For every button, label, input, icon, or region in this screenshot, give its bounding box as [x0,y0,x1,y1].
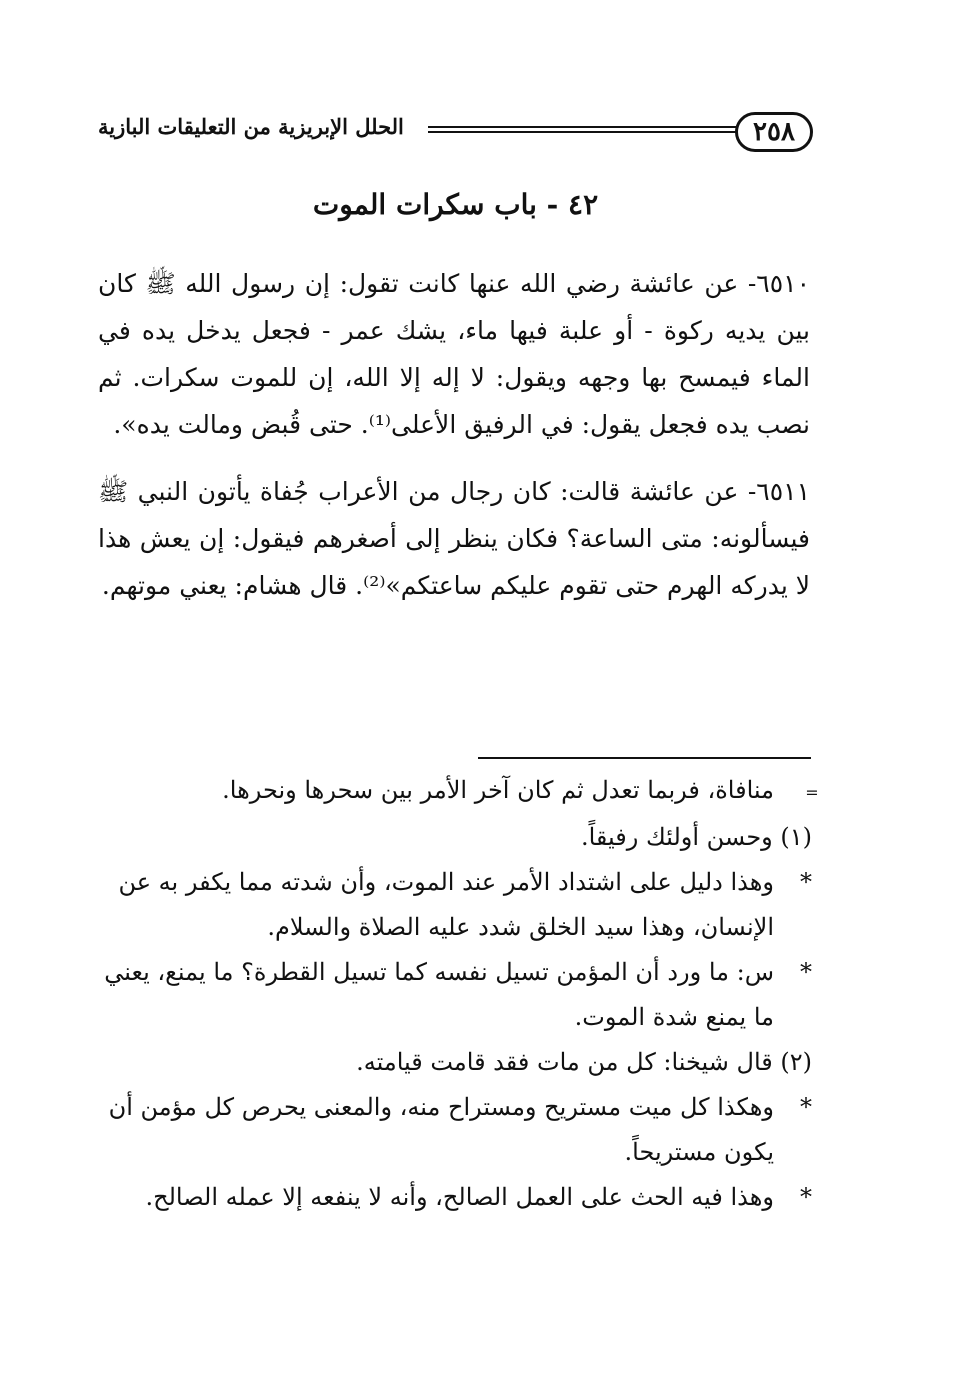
chapter-title: ٤٢ - باب سكرات الموت [312,188,599,221]
asterisk-icon: * [800,868,812,896]
page-header [98,112,813,156]
footnote-note [100,860,812,950]
footnote-continuation [100,768,819,815]
footnote-separator [478,757,811,759]
footnote-text: س: ما ورد أن المؤمن تسيل نفسه كما تسيل القطرة؟ ما يمنع، يعني ما يمنع شدة الموت. [104,958,774,1031]
page-number: ٢٥٨ [735,112,813,152]
footnote-text: (١) وحسن أولئك رفيقاً. [580,823,812,851]
footnote-note [100,1175,812,1220]
asterisk-icon: * [800,958,812,986]
footnote-text: منافاة، فربما تعدل ثم كان آخر الأمر بين سحرها ونحرها. [222,776,774,804]
book-title: الحلل الإبريزية من التعليقات البازية [98,114,404,139]
footnote-1 [100,815,812,860]
footnote-2 [100,1040,812,1085]
asterisk-icon: * [800,1183,812,1211]
main-text [98,260,810,629]
hadith-6510: ٦٥١٠- عن عائشة رضي الله عنها كانت تقول: إن رسول الله ﷺ كان بين يديه ركوة - أو علبة فيها ماء، يشك عمر - فجعل يدخل يده في الماء فيمسح بها وجهه ويقول: لا إله إلا الله، إن للموت سكرات. ثم نصب يده فجعل يقول: في الرفيق الأعلى⁽¹⁾. حتى قُبض ومالت يده». [98,269,810,439]
footnote-text: وهذا دليل على اشتداد الأمر عند الموت، وأن شدته مما يكفر به عن الإنسان، وهذا سيد الخلق شدد عليه الصلاة والسلام. [118,868,774,941]
continuation-marker: = [805,783,819,802]
footnote-text: وهذا فيه الحث على العمل الصالح، وأنه لا ينفعه إلا عمله الصالح. [145,1183,774,1211]
footnote-text: وهكذا كل ميت مستريح ومستراح منه، والمعنى يحرص كل مؤمن أن يكون مستريحاً. [108,1093,774,1166]
asterisk-icon: * [800,1093,812,1121]
header-rule [428,126,737,133]
footnotes [100,768,819,1220]
footnote-note [100,950,812,1040]
hadith-6511: ٦٥١١- عن عائشة قالت: كان رجال من الأعراب جُفاة يأتون النبي ﷺ فيسألونه: متى الساعة؟ فكان ينظر إلى أصغرهم فيقول: إن يعش هذا لا يدركه الهرم حتى تقوم عليكم ساعتكم»⁽²⁾. قال هشام: يعني موتهم. [98,477,810,600]
footnote-text: (٢) قال شيخنا: كل من مات فقد قامت قيامته. [356,1048,812,1076]
footnote-note [100,1085,812,1175]
